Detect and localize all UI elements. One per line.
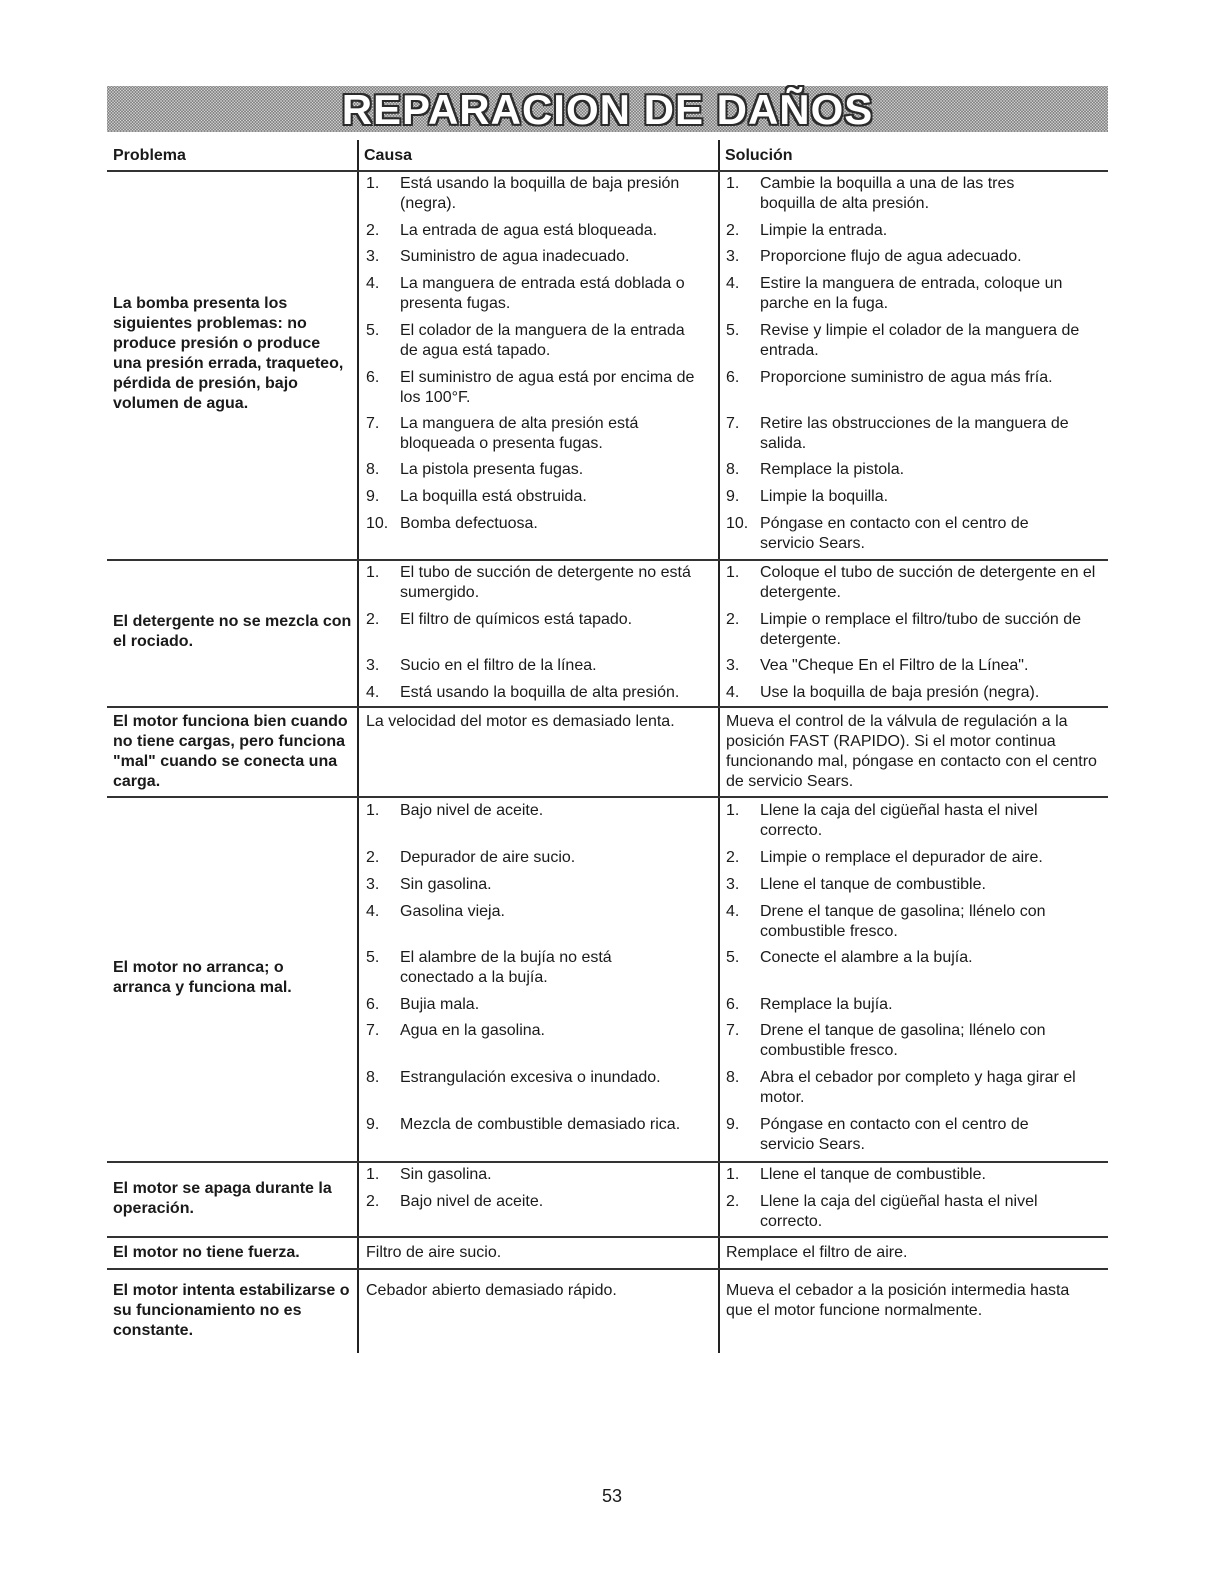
solution-text: Proporcione suministro de agua más fría. [760,369,1053,386]
item-number: 1. [726,175,740,192]
solution-text: Limpie o remplace el depurador de aire. [760,849,1043,866]
item-number: 3. [726,248,740,265]
item-number: 7. [726,1022,740,1039]
solution-text: Llene la caja del cigüeñal hasta el nivel correcto. [760,1193,1038,1230]
item-number: 8. [726,1069,740,1086]
page-number: 53 [601,1486,623,1506]
solution-text: Remplace la pistola. [760,461,905,478]
item-number: 4. [726,903,740,920]
problem-text: El motor funciona bien cuando no tiene cargas, pero funciona "mal" cuando se conecta una carga. [113,713,348,790]
item-number: 3. [726,876,740,893]
solution-text: Conecte el alambre a la bujía. [760,949,973,966]
item-number: 2. [366,849,380,866]
item-number: 4. [366,903,380,920]
item-number: 7. [366,1022,380,1039]
cause-text: Depurador de aire sucio. [400,849,576,866]
item-number: 6. [726,369,740,386]
item-number: 2. [726,611,740,628]
solution-text: Remplace la bujía. [760,996,893,1013]
cause-text: Gasolina vieja. [400,903,505,920]
solution-text: Póngase en contacto con el centro de servicio Sears. [760,1116,1029,1153]
solution-text: Revise y limpie el colador de la manguera de entrada. [760,322,1080,359]
cause-text: El alambre de la bujía no está conectado a la bujía. [400,949,612,986]
item-number: 1. [726,1166,740,1183]
cause-text: La manguera de entrada está doblada o presenta fugas. [400,275,685,312]
cause-text: El tubo de succión de detergente no está sumergido. [400,564,691,601]
solution-text: Drene el tanque de gasolina; llénelo con combustible fresco. [760,903,1046,940]
solution-text: Proporcione flujo de agua adecuado. [760,248,1022,265]
item-number: 3. [366,248,380,265]
cause-text: Estrangulación excesiva o inundado. [400,1069,661,1086]
item-number: 1. [366,564,380,581]
row-divider [107,706,1108,708]
item-number: 6. [366,996,380,1013]
solution-text: Llene el tanque de combustible. [760,876,986,893]
item-number: 9. [366,488,380,505]
header-problem: Problema [113,147,186,164]
item-number: 6. [726,996,740,1013]
solution-text: Llene el tanque de combustible. [760,1166,986,1183]
header-cause: Causa [364,147,413,164]
title-banner [107,86,1108,132]
item-number: 5. [366,949,380,966]
solution-text: Remplace el filtro de aire. [726,1244,908,1261]
item-number: 1. [726,802,740,819]
solution-text: Drene el tanque de gasolina; llénelo con combustible fresco. [760,1022,1046,1059]
header-solution: Solución [725,147,793,164]
problem-text: El motor intenta estabilizarse o su funcionamiento no es constante. [113,1282,350,1339]
cause-text: Cebador abierto demasiado rápido. [366,1282,617,1299]
cause-text: El suministro de agua está por encima de los 100°F. [400,369,695,406]
item-number: 4. [726,684,740,701]
item-number: 8. [726,461,740,478]
solution-text: Limpie la boquilla. [760,488,889,505]
row-divider [107,1236,1108,1238]
item-number: 1. [366,175,380,192]
cause-text: Mezcla de combustible demasiado rica. [400,1116,681,1133]
solution-text: Mueva el cebador a la posición intermedia hasta que el motor funcione normalmente. [726,1282,1070,1319]
row-divider [107,1161,1108,1163]
solution-text: Use la boquilla de baja presión (negra). [760,684,1040,701]
item-number: 7. [366,415,380,432]
item-number: 8. [366,461,380,478]
solution-text: Coloque el tubo de succión de detergente en el detergente. [760,564,1096,601]
problem-text: El detergente no se mezcla con el rociado. [113,613,352,650]
column-divider [357,140,359,1353]
cause-text: La entrada de agua está bloqueada. [400,222,658,239]
solution-text: Estire la manguera de entrada, coloque un parche en la fuga. [760,275,1063,312]
solution-text: Vea "Cheque En el Filtro de la Línea". [760,657,1029,674]
item-number: 4. [726,275,740,292]
cause-text: Bomba defectuosa. [400,515,538,532]
item-number: 2. [366,611,380,628]
item-number: 5. [726,322,740,339]
item-number: 9. [726,1116,740,1133]
item-number: 4. [366,275,380,292]
solution-text: Cambie la boquilla a una de las tres boquilla de alta presión. [760,175,1015,212]
solution-text: Retire las obstrucciones de la manguera de salida. [760,415,1069,452]
item-number: 10. [366,515,389,532]
cause-text: Bujia mala. [400,996,480,1013]
item-number: 3. [366,876,380,893]
row-divider [107,170,1108,172]
item-number: 4. [366,684,380,701]
item-number: 5. [726,949,740,966]
cause-text: Está usando la boquilla de baja presión (negra). [400,175,680,212]
cause-text: El filtro de químicos está tapado. [400,611,633,628]
item-number: 1. [726,564,740,581]
cause-text: La manguera de alta presión está bloqueada o presenta fugas. [400,415,639,452]
problem-text: El motor no tiene fuerza. [113,1244,300,1261]
cause-text: La pistola presenta fugas. [400,461,584,478]
cause-text: Sin gasolina. [400,1166,492,1183]
solution-text: Llene la caja del cigüeñal hasta el nivel correcto. [760,802,1038,839]
item-number: 3. [366,657,380,674]
row-divider [107,1268,1108,1270]
item-number: 3. [726,657,740,674]
item-number: 2. [366,1193,380,1210]
item-number: 6. [366,369,380,386]
cause-text: Bajo nivel de aceite. [400,802,544,819]
problem-text: La bomba presenta los siguientes problemas: no produce presión o produce una presión errada, traqueteo, pérdida de presión, bajo volumen de agua. [113,295,344,412]
item-number: 2. [726,1193,740,1210]
cause-text: Está usando la boquilla de alta presión. [400,684,680,701]
item-number: 8. [366,1069,380,1086]
cause-text: Suministro de agua inadecuado. [400,248,630,265]
solution-text: Póngase en contacto con el centro de servicio Sears. [760,515,1029,552]
solution-text: Mueva el control de la válvula de regulación a la posición FAST (RAPIDO). Si el motor continua funcionando mal, póngase en contacto con el centro de servicio Sears. [726,713,1097,790]
column-divider [718,140,720,1353]
solution-text: Limpie la entrada. [760,222,888,239]
item-number: 10. [726,515,749,532]
solution-text: Limpie o remplace el filtro/tubo de succión de detergente. [760,611,1082,648]
row-divider [107,796,1108,798]
item-number: 2. [726,849,740,866]
item-number: 7. [726,415,740,432]
cause-text: Sucio en el filtro de la línea. [400,657,597,674]
item-number: 2. [726,222,740,239]
item-number: 2. [366,222,380,239]
item-number: 9. [726,488,740,505]
cause-text: Bajo nivel de aceite. [400,1193,544,1210]
row-divider [107,559,1108,561]
item-number: 1. [366,1166,380,1183]
cause-text: La boquilla está obstruida. [400,488,587,505]
cause-text: Filtro de aire sucio. [366,1244,502,1261]
cause-text: Agua en la gasolina. [400,1022,545,1039]
item-number: 9. [366,1116,380,1133]
item-number: 1. [366,802,380,819]
cause-text: La velocidad del motor es demasiado lenta. [366,713,675,730]
problem-text: El motor no arranca; o arranca y funciona mal. [113,959,292,996]
page-title: REPARACION DE DAÑOS [341,86,874,133]
item-number: 5. [366,322,380,339]
solution-text: Abra el cebador por completo y haga girar el motor. [760,1069,1076,1106]
problem-text: El motor se apaga durante la operación. [113,1180,332,1217]
cause-text: El colador de la manguera de la entrada de agua está tapado. [400,322,685,359]
cause-text: Sin gasolina. [400,876,492,893]
